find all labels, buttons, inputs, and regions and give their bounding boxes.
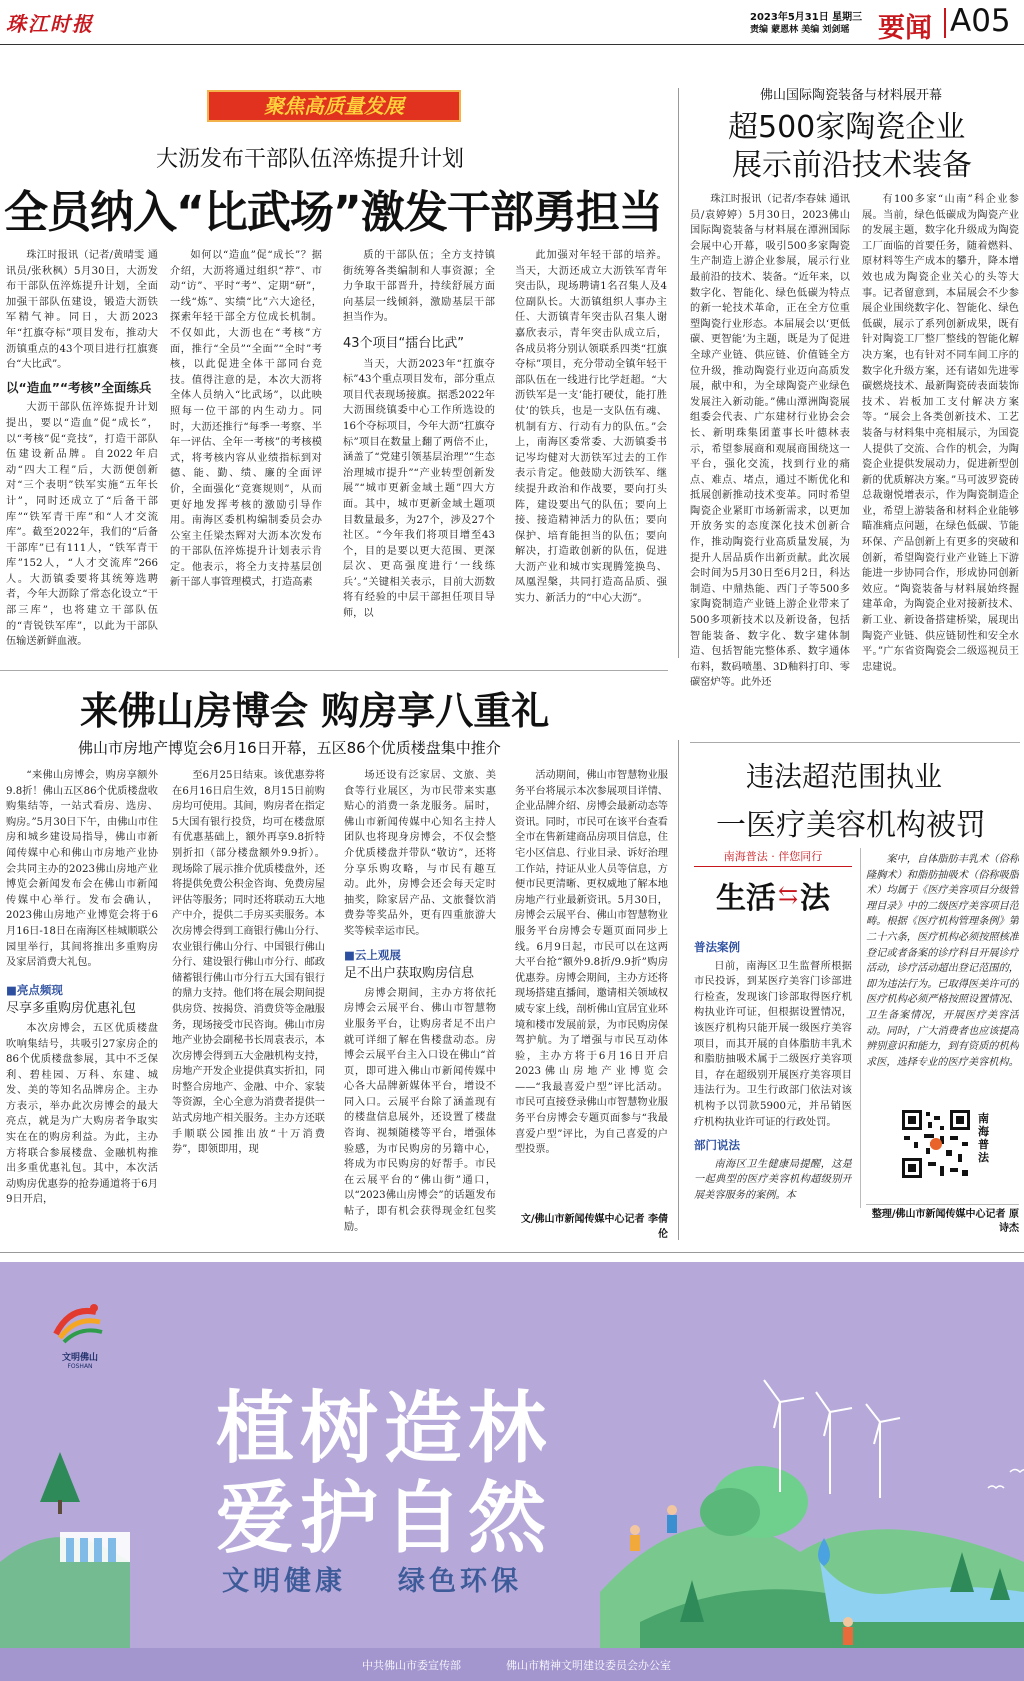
article1-col3-text: 质的干部队伍；全方支持镇街统筹各类编制和人事资源；全力争取干部晋升，持续舒展方面向基层一线倾斜，激励基层干部担当作为。 xyxy=(343,250,495,324)
issue-date: 2023年5月31日 星期三 xyxy=(750,12,863,23)
ad-slogan-1: 文明健康 xyxy=(222,1566,346,1597)
ad-slogan-2: 绿色环保 xyxy=(398,1566,522,1597)
article1-col2 xyxy=(170,248,322,648)
masthead-rule xyxy=(0,44,1024,45)
feature-tag xyxy=(207,90,461,122)
article2-headline-2: 展示前沿技术装备 xyxy=(732,148,972,183)
public-service-ad xyxy=(0,1262,1024,1681)
qr-code-graphic xyxy=(900,1108,972,1180)
article3-col1 xyxy=(6,768,158,1238)
ad-headline-2: 爱护自然 xyxy=(216,1474,553,1564)
qr-code xyxy=(900,1108,972,1180)
column-divider xyxy=(860,848,861,1208)
article4-col1-text: 日前，南海区卫生监督所根据市民投诉，到某医疗美容门诊部进行检查，发现该门诊部取得医疗机构执业许可证，但根据设置情况，该医疗机构只能开展一级医疗美容项目，而其开展的自体脂肪丰乳术和脂肪抽吸术属于二级医疗美容项目，存在超级别开展医疗美容项目违法行为。卫生行政部门依法对该机构予以罚款5900元，并吊销医疗机构执业许可证的行政处罚。 xyxy=(694,960,852,1128)
article3-top-rule xyxy=(0,670,668,671)
bottom-rule xyxy=(0,1252,1024,1253)
column-divider xyxy=(678,88,679,658)
article1-col4-text: 此加强对年轻干部的培养。当天，大沥还成立大沥铁军青年突击队，现场聘请1名召集人及4位副队长。大沥镇组织人事办主任、大沥镇青年突击队召集人谢嘉欣表示，青年突击队成立后，各成员将分别认领联系四类“扛旗夺标”项目，充分带动全镇年轻干部队伍在一线进行比学赶超。“大沥铁军是一支‘能打硬仗，能打胜仗’的铁兵，也是一支队伍有魂、机制有方、行动有力的队伍。”会上，南海区委常委、大沥镇委书记岑均健对大沥铁军过去的工作表示肯定。他鼓励大沥铁军、继续提升政治和作战要，要向打头阵，建设要出气的队伍；要向上接、接造精神活力的队伍；要向保护、培育能担当的队伍；要向解决，打造敢创新的队伍，促进大沥产业和城市实现腾笼换鸟、凤凰涅槃，共同打造高品质、强实力、新活力的“中心大沥”。 xyxy=(515,250,667,605)
article3-sub2: 足不出户获取购房信息 xyxy=(344,966,475,982)
law-logo-law: 法 xyxy=(800,881,831,916)
article2-col1 xyxy=(690,192,850,727)
article4-tag1: 普法案例 xyxy=(694,940,740,954)
article3-col3 xyxy=(344,768,496,1238)
article3-col3-text: 场还设有泛家居、文旅、美食等行业展区，为市民带来实惠贴心的消费一条龙服务。届时，佛山市新闻传媒中心知名主持人团队也将现身房博会，不仅会整介优质楼盘并带队“敬访”，还将分享乐购攻略，与市民有趣互动。此外，房博会还会每天定时抽奖，除家居产品、文旅餐饮消费券等奖品外，更有四重旅游大奖等候幸运市民。 xyxy=(344,770,496,937)
article3-col1-text: “来佛山房博会，购房享额外9.8折！佛山五区86个优质楼盘收购集结等，一站式看房、选房、购房。”5月30日下午，由佛山市住房和城乡建设局指导，佛山市新闻传媒中心和佛山市房地产业协会共同主办的2023佛山房地产业博览会新闻发布会在佛山市新闻传媒中心举行。发布会确认，2023佛山房地产业博览会将于6月16日-18日在南海区桂城顺联公园里举行，其间将推出多重购房及家居消费大礼包。 xyxy=(6,770,158,969)
ad-scenery xyxy=(0,1262,1024,1681)
article3-subhead: 佛山市房地产博览会6月16日开幕，五区86个优质楼盘集中推介 xyxy=(78,739,501,757)
article3-headline: 来佛山房博会 购房享八重礼 xyxy=(80,689,550,733)
paper-logo: 珠江时报 xyxy=(6,12,94,36)
article1-col3b-text: 当天，大沥2023年“扛旗夺标”43个重点项目发布，部分重点项目代表现场接旗。据悉2022年大沥围绕镇委中心工作所选设的16个夺标项目，今年大沥“扛旗夺标”项目在数量上翻了两倍不止，涵盖了“党建引领基层治理”“生态治理城市提升”“产业转型创新发展”“城市更新金域土题”四大方面。其中，城市更新金域土题项目数量最多，为27个，涉及27个社区。“今年我们将项目增至43个，目的是要以更大范围、更深层次、更高强度进行‘一线练兵’。”关键相关表示，目前大沥数将有经验的中层干部担任项目导师，以 xyxy=(343,358,495,620)
article4-col2 xyxy=(866,852,1019,1102)
article3-col2 xyxy=(172,768,325,1238)
article3-sub1: 尽享多重购房优惠礼包 xyxy=(6,1001,137,1017)
article4-col2-text: 案中，自体脂肪丰乳术（俗称隆胸术）和脂肪抽吸术（俗称吸脂术）均属于《医疗美容项目分级管理目录》中的二级医疗美容项目范畴。根据《医疗机构管理条例》第二十六条，医疗机构必须按照核准登记或者备案的诊疗科目开展诊疗活动，诊疗活动超出登记范围的，即为违法行为。已取得医美许可的医疗机构必须严格按照设置情况、卫生备案情况，开展医疗美容活动。同时，广大消费者也应该提高辨别意识和能力，到有资质的机构求医，选择专业的医疗美容机构。 xyxy=(866,854,1019,1068)
article4-headline-2: 一医疗美容机构被罚 xyxy=(716,808,986,843)
article4-byline-rule xyxy=(866,1204,1019,1205)
article4-col1 xyxy=(694,940,852,1240)
editors: 责编 蒙恩林 美编 刘剑瑶 xyxy=(750,25,850,35)
ad-footer-org2: 佛山市精神文明建设委员会办公室 xyxy=(506,1659,671,1672)
article2-col2 xyxy=(862,192,1019,727)
section-name: 要闻 xyxy=(878,13,932,44)
article4-tag2: 部门说法 xyxy=(694,1138,740,1153)
article2-headline-1: 超500家陶瓷企业 xyxy=(728,110,966,145)
feature-tag-text: 聚焦高质量发展 xyxy=(264,94,404,118)
article1-sub2: 43个项目“擂台比武” xyxy=(343,335,465,351)
article4-col1b-text: 南海区卫生健康局提醒，这是一起典型的医疗美容机构超级别开展美容服务的案例。本 xyxy=(694,1158,852,1201)
article3-tag1: ■亮点频现 xyxy=(6,982,63,997)
wenming-logo-text: 文明佛山 xyxy=(61,1353,98,1363)
article1-sub1: 以“造血”“考核”全面练兵 xyxy=(6,379,152,395)
law-column-mark xyxy=(694,873,852,917)
wenming-logo-sub: FOSHAN xyxy=(67,1363,93,1370)
article2-col1-text: 珠江时报讯（记者/李春妹 通讯员/袁婷婷）5月30日，2023佛山国际陶瓷装备与材料展在潭洲国际会展中心开幕，吸引500多家陶瓷生产制造上游企业参展，展示行业最前沿的技术、装备。“近年来，以数字化、智能化、绿色低碳为特点的新一轮技术革命，正在全方位重塑陶瓷行业形态。本届展会以‘更低碳、更智能’为主题，既是为了促进全球产业链、供应链、价值链全方位升级，推动陶瓷行业迈向高质发展，献中和，为全球陶瓷产业绿色发展注入新动能。”佛山潭洲陶瓷展组委会代表、广东建材行业协会会长、新明珠集团董事长叶德林表示，希望参展商和观展商围绕这一平台，强化交流，找到行业的痛点、难点、堵点，通过不断优化和抵展创新推动技术变革。同时希望陶瓷企业紧盯市场新需求，以更加开放务实的态度深化技术创新合作，推动陶瓷行业高质量发展，为提升人居品质作出新贡献。此次展会时间为5月30日至6月2日，科达制造、中鼎热能、西门子等500多家陶瓷制造产业链上游企业带来了500多项新技术以及新设备，包括智能装备、数字化、数字建体制造、包括智能完整体系、数字通体布料，数码喷墨、3D釉料打印、零碳窑炉等。此外还 xyxy=(690,194,850,689)
article1-col3 xyxy=(343,248,495,648)
ad-headline-1: 植树造林 xyxy=(216,1384,553,1474)
article3-col1b-text: 本次房博会，五区优质楼盘吹响集结号，共吸引27家房企的86个优质楼盘参展，其中不乏保利、碧桂园、万科、东建、城发、美的等知名品牌房企。主办方表示，举办此次房博会的最大亮点，就是为广大购房者争取实实在在的购房利益。为此，主办方将联合参展楼盘、金融机构推出多重优惠礼包。其中，本次活动购房优惠券的抢券通道将于6月9日开启， xyxy=(6,1022,158,1206)
law-column-label: 南海普法 · 伴您同行 xyxy=(694,848,852,867)
column-divider xyxy=(678,740,679,1240)
masthead xyxy=(0,0,1024,50)
ad-footer xyxy=(0,1648,1024,1681)
swap-arrows-icon: ⇆ xyxy=(777,881,799,909)
law-logo-life: 生活 xyxy=(715,881,776,916)
article1-headline: 全员纳入“比武场”激发干部勇担当 xyxy=(4,187,662,238)
article3-col3b-text: 房博会期间，主办方将依托房博会云展平台、佛山市智慧物业服务平台，让购房者足不出户就可详细了解在售楼盘动态。房博会云展平台主入口设在佛山“首页，即可进入佛山市新闻传媒中心各大品牌新媒体平台，增设不同入口。云展平台除了涵盖现有的楼盘信息展外，还设置了楼盘咨询、视频随楼等平台，增强体验感，为市民购房的另籍中心，将成为市民购房的好帮手。市民在云展平台的“佛山街”通口，以“2023佛山房博会”的话题发布帖子，即有机会获得现金红包奖励。 xyxy=(344,987,496,1233)
article1-kicker: 大沥发布干部队伍淬炼提升计划 xyxy=(156,147,465,172)
article3-col2-text: 至6月25日结束。该优惠券将在6月16日启生效，8月15日前购房均可使用。其间，购房者在指定5大国有银行投贷，均可在楼盘原有优惠基础上，额外再享9.8折特别折扣（部分楼盘额外9.9折）。现场除了展示推介优质楼盘外，还将提供免费公积金咨询、免费房屋评估等服务；同时还将联动五大地产中介，提供二手房买卖服务。本次房博会得到工商银行佛山分行、农业银行佛山分行、中国银行佛山分行、建设银行佛山市分行、邮政储蓄银行佛山市分行五大国有银行的鼎力支持。他们将在展会期间提供房贷、按揭贷、消费贷等金融服务，现场接受市民咨询。佛山市房地产业协会副秘书长周袁表示，本次房博会得到五大金融机构支持，房地产开发企业提供真实折扣，同时整合房地产、金融、中介、家装等资源，全心全意为消费者提供一站式房地产相关服务。主办方还联手顺联公园推出放“十万消费券”，即领即用，现 xyxy=(172,770,325,1156)
page-number: A05 xyxy=(950,3,1011,39)
article2-col2-text: 有100多家“山南”科企业参展。当前，绿色低碳成为陶瓷产业的发展主题，数字化升级成为陶瓷工厂面临的首要任务，随着燃料、原材料等生产成本的攀升，降本增效也成为陶瓷企业关心的头等大事。记者留意到，本届展会不少参展企业围绕数字化、智能化、绿色低碳，展示了系列创新成果，既有针对陶瓷工厂整厂整线的智能化解决方案，也有针对不同车间工序的数字化升级方案，还有诸如先进零碳燃烧技术、最新陶瓷砖表面装饰技术、岩板加工支付解决方案等。“展会上各类创新技术、工艺装备与材料集中亮相展示，为国瓷人提供了交流、合作的机会，为陶瓷企业提供发展动力，促进新型创新的优质解决方案。”马可波罗瓷砖总裁谢悦增表示，作为陶瓷制造企业，希望上游装备和材料企业能够瞄准痛点问题，在绿色低碳、节能环保、产品创新上有更多的突破和创新，希望陶瓷行业产业链上下游能进一步协同合作，形成协同创新效应。“陶瓷装备与材料展始终握建革命，为陶瓷企业对接新技术、新工业、新设备搭建桥梁，展现出陶瓷产业链、供应链韧性和安全水平。”广东省资陶瓷会二级巡视员王忠建说。 xyxy=(862,194,1019,673)
article3-byline: 文/佛山市新闻传媒中心记者 李倩伦 xyxy=(520,1214,668,1240)
ad-footer-org1: 中共佛山市委宣传部 xyxy=(362,1659,461,1672)
article4-headline-1: 违法超范围执业 xyxy=(746,760,943,793)
article1-col1b-text: 大沥干部队伍淬炼提升计划提出，要以“造血”促“成长”，以“考核”促“竞技”，打造干部队伍建设新品牌。自2022年启动“四大工程”后，大沥便创新对“三个表明”铁军实施“五年长计”，同时还成立了“后备干部库”“铁军青干库”和“人才交流库”。截至2022年，我们的“后备干部库”已有111人，“铁军青干库”152人，“人才交流库”266人。大沥镇委要将其统筹选聘者，今年大沥除了常态化设立“干部三库”，也将建立干部队伍的“青锐铁军库”，以此为干部队伍输送新鲜血液。 xyxy=(6,402,158,648)
article1-col1 xyxy=(6,248,158,648)
qr-label: 南海普法 xyxy=(978,1112,989,1164)
masthead-divider xyxy=(944,8,946,38)
article1-col2-text: 如何以“造血”促“成长”？据介绍，大沥将通过组织“荐”、市动“访”、平时“考”、定期“研”，一线“炼”、实绩“比”六大途径，探索年轻干部全方位成长机制。不仅如此，大沥也在“考核”方面，推行“全员”“全面”“全时”考核，以此促进全体干部同台竞技。值得注意的是，本次大沥将全体人员纳入“比武场”，以此映照每一位干部的内生动力。同时，大沥还推行“每季一考察、半年一评估、全年一考核”的考核模式，将考核内容从业绩指标到对德、能、勤、绩、廉的全面评价，全面强化“竞赛规则”，从而更好地发挥考核的激励引导作用。南海区委机构编制委员会办公室主任梁杰辉对大沥本次发布的干部队伍淬炼提升计划表示肯定。他表示，将全力支持基层创新干部人事管理模式，打造高素 xyxy=(170,250,322,589)
article3-tag2: ■云上观展 xyxy=(344,947,401,962)
law-column-logo xyxy=(694,848,852,928)
article4-top-rule xyxy=(690,742,1020,743)
article1-col1-text: 珠江时报讯（记者/黄晴雯 通讯员/张秋枫）5月30日，大沥发布干部队伍淬炼提升计划，全面加强干部队伍建设，锻造大沥铁军精气神。同日，大沥2023年“扛旗夺标”项目发布，推动大沥镇重点的43个项目进行扛旗赛台“大比武”。 xyxy=(6,250,158,371)
article3-col4-text: 活动期间，佛山市智慧物业服务平台将展示本次参展项目详情、企业品牌介绍、房博会最新动态等资讯。同时，市民可在该平台查看全市在售新建商品房项目信息，住宅小区信息、行业目录、诉好治理工作站，持证从业人员等信息，方便市民更清晰、更权威地了解本地房地产行业最新资讯。5月30日，房博会云展平台、佛山市智慧物业服务平台房博会专题页面同步上线。6月9日起，市民可以在这两大平台抢“额外9.8折/9.9折”购房优惠券。房博会期间，主办方还将现场搭建直播间，邀请相关领域权威专家上线，剖析佛山宜居宜业环境和楼市发展前景，为市民购房保驾护航。为了增强与市民互动体验，主办方将于6月16日开启2023佛山房地产业博览会——“我最喜爱户型”评比活动。市民可直接登录佛山市智慧物业服务平台房博会专题页面参与“我最喜爱户型”评比，为自己喜爱的户型投票。 xyxy=(515,770,668,1156)
article4-byline: 整理/佛山市新闻传媒中心记者 原诗杰 xyxy=(871,1209,1019,1234)
article3-col4 xyxy=(515,768,668,1208)
article2-kicker: 佛山国际陶瓷装备与材料展开幕 xyxy=(760,88,943,103)
article1-col4 xyxy=(515,248,667,648)
